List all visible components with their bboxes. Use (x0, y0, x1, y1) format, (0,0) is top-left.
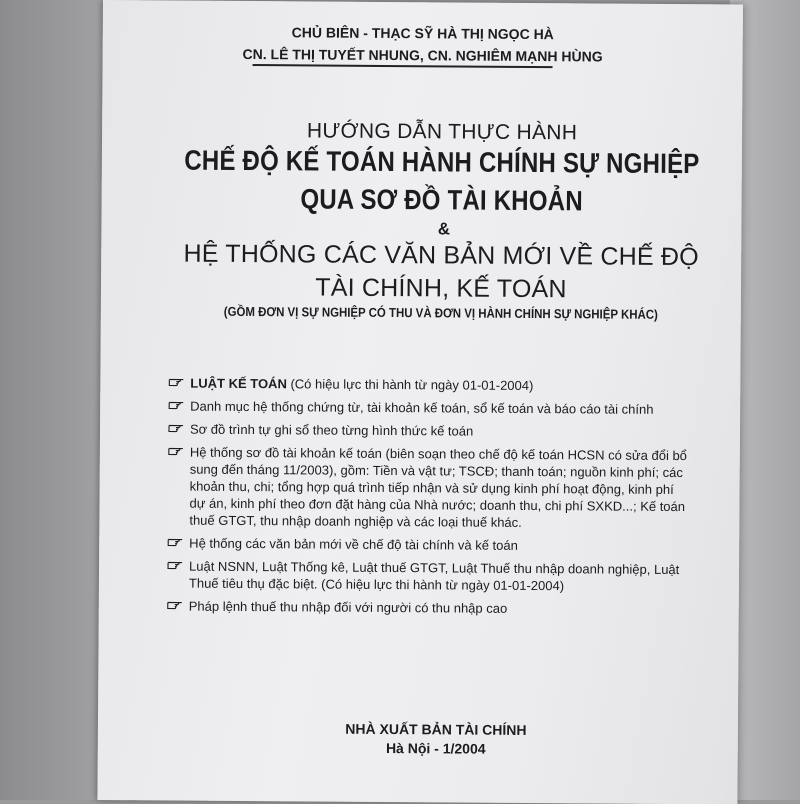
title-intro: HƯỚNG DẪN THỰC HÀNH (306, 119, 578, 145)
subtitle-line-1: HỆ THỐNG CÁC VĂN BẢN MỚI VỀ CHẾ ĐỘ (183, 239, 699, 272)
authors-block (103, 20, 743, 68)
item-text: Hệ thống sơ đồ tài khoản kế toán (biên soạn theo chế độ kế toán HCSN có sửa đổi bổ sung đến tháng 11/2003), gồm: Tiền và vật tư; TSCĐ; thanh toán; nguồn kinh phí; các khoản thu, chi; tổng hợp quá trình tiếp nhận và sử dụng kinh phí hoạt động, kinh phí dự án, kinh phí theo đơn đặt hàng của Nhà nước; doanh thu, chi phí SXKD...; Kế toán thuế GTGT, thu nhập doanh nghiệp và các loại thuế khác. (189, 444, 687, 530)
item-text: Sơ đồ trình tự ghi sổ theo từng hình thức kế toán (189, 421, 474, 439)
item-text: Danh mục hệ thống chứng từ, tài khoản kế toán, sổ kế toán và báo cáo tài chính (190, 398, 654, 417)
scope-note: (GỒM ĐƠN VỊ SỰ NGHIỆP CÓ THU VÀ ĐƠN VỊ HÀNH CHÍNH SỰ NGHIỆP KHÁC) (223, 303, 658, 322)
list-item (168, 420, 688, 441)
publisher-block (134, 718, 738, 760)
co-authors-line: CN. LÊ THỊ TUYẾT NHUNG, CN. NGHIÊM MẠNH HÙNG (242, 45, 603, 65)
pointing-hand-icon (168, 444, 184, 456)
pointing-hand-icon (168, 398, 184, 410)
item-bold-label: LUẬT KẾ TOÁN (190, 375, 287, 392)
publication-place-date: Hà Nội - 1/2004 (385, 739, 486, 757)
contents-list (167, 374, 689, 624)
item-text: (Có hiệu lực thi hành từ ngày 01-01-2004) (286, 376, 534, 394)
pointing-hand-icon (168, 421, 184, 433)
list-item (167, 557, 687, 595)
title-ampersand: & (437, 219, 451, 239)
title-block (101, 118, 742, 322)
item-text: Luật NSNN, Luật Thống kê, Luật thuế GTGT, Luật Thuế thu nhập doanh nghiệp, Luật Thuế tiêu thụ đặc biệt. (Có hiệu lực thi hành từ ngày 01-01-2004) (188, 558, 680, 594)
publisher-name: NHÀ XUẤT BẢN TÀI CHÍNH (345, 720, 527, 738)
pointing-hand-icon (167, 598, 183, 610)
pointing-hand-icon (167, 558, 183, 570)
item-text: Hệ thống các văn bản mới về chế độ tài chính và kế toán (189, 535, 518, 553)
item-text: Pháp lệnh thuế thu nhập đối với người có thu nhập cao (188, 598, 508, 616)
title-main-line-2: QUA SƠ ĐỒ TÀI KHOẢN (300, 183, 583, 217)
subtitle-line-2: TÀI CHÍNH, KẾ TOÁN (315, 273, 567, 304)
chief-editor-line: CHỦ BIÊN - THẠC SỸ HÀ THỊ NGỌC HÀ (291, 24, 554, 43)
pointing-hand-icon (168, 375, 184, 387)
list-item (167, 534, 687, 555)
pointing-hand-icon (167, 535, 183, 547)
list-item (167, 597, 687, 618)
book-title-page (97, 0, 743, 804)
list-item (168, 374, 688, 395)
title-main-line-1: CHẾ ĐỘ KẾ TOÁN HÀNH CHÍNH SỰ NGHIỆP (184, 144, 700, 180)
background-left (0, 0, 110, 800)
list-item (168, 397, 688, 418)
list-item (167, 443, 688, 532)
